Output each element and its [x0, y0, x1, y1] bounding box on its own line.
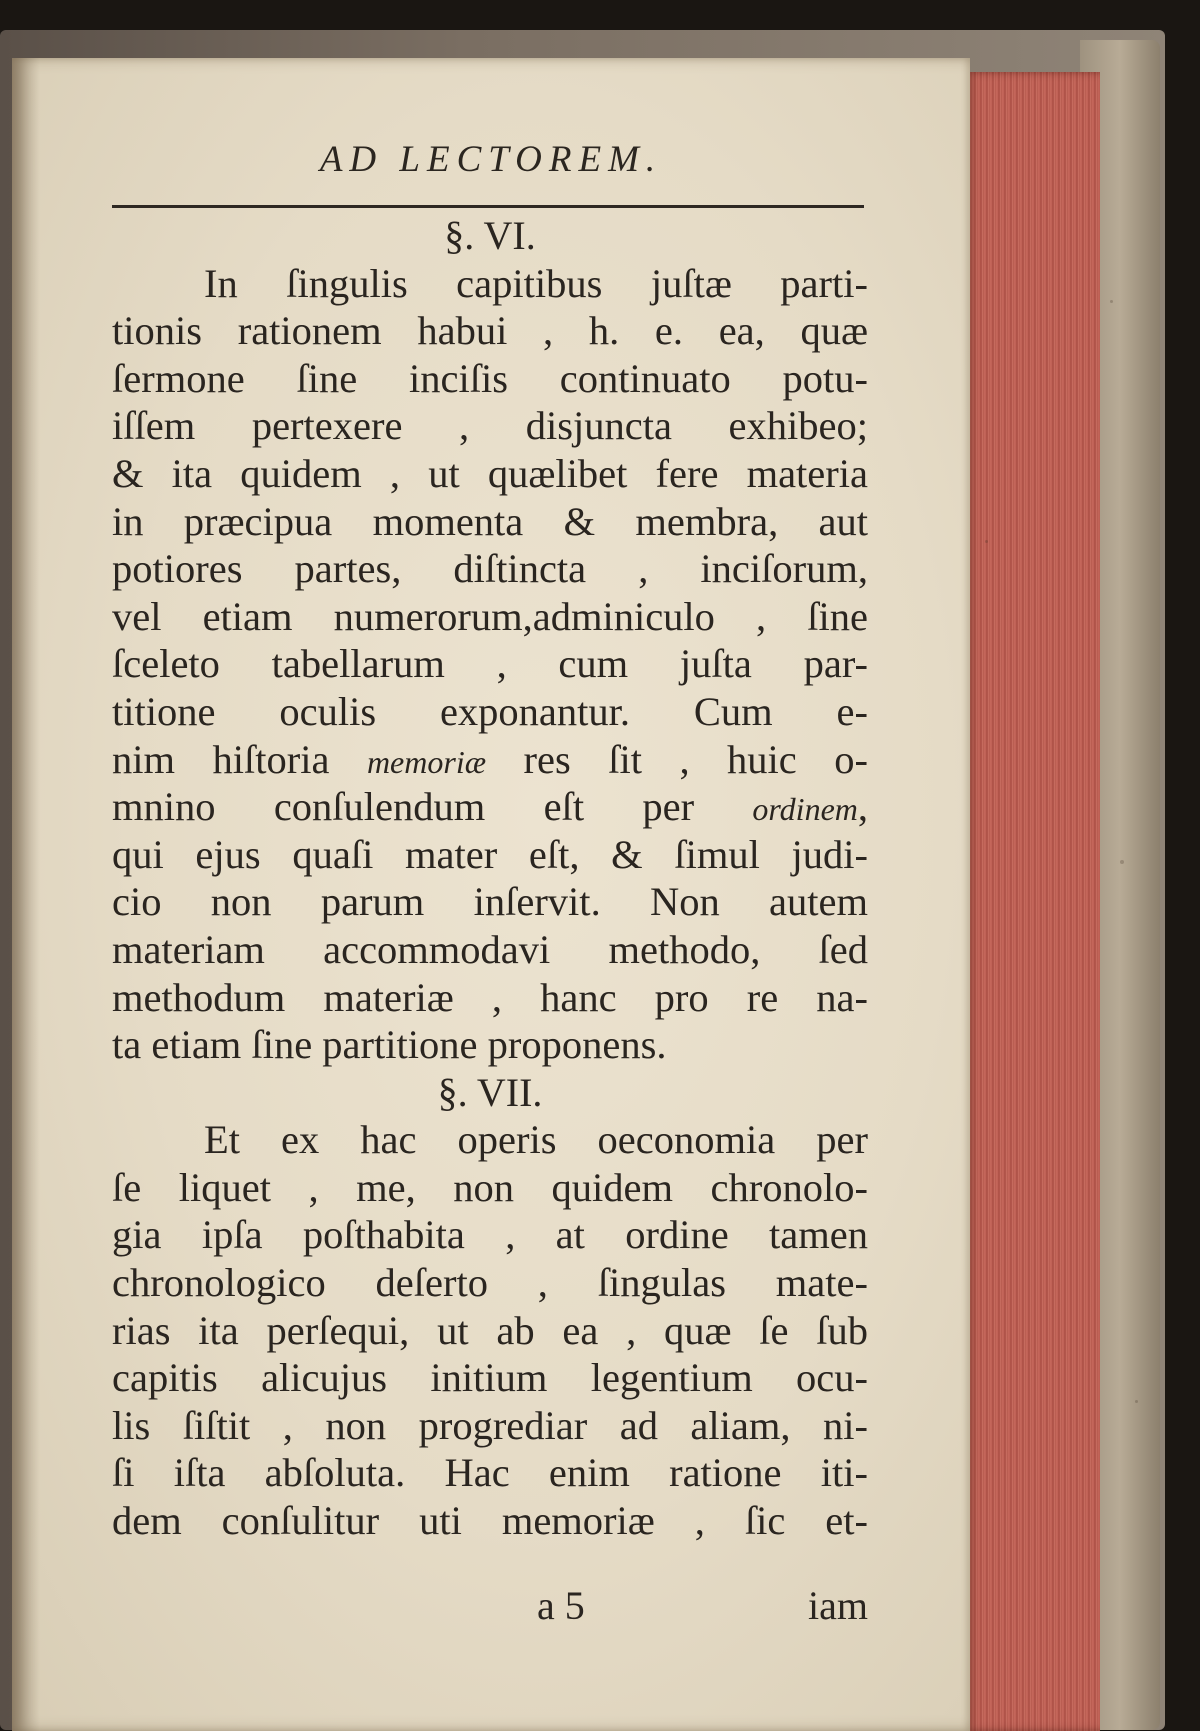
text-line: iſſem pertexere , disjuncta exhibeo;: [112, 403, 868, 449]
text-line: rias ita perſequi, ut ab ea , quæ ſe ſub: [112, 1307, 868, 1353]
running-head: AD LECTOREM.: [319, 139, 663, 180]
text-line: nim hiſtoria memoriæ res ſit , huic o-: [112, 736, 868, 782]
page-footer: [112, 1582, 868, 1630]
text-line: cio non parum inſervit. Non autem: [112, 879, 868, 925]
head-rule: [112, 205, 864, 208]
page-text: [112, 212, 868, 1545]
text-line: materiam accommodavi methodo, ſed: [112, 926, 868, 972]
gutter-shadow: [12, 58, 40, 1731]
speck: [1110, 300, 1113, 303]
section-heading: §. VI.: [444, 213, 536, 258]
text-line: lis ſiſtit , non progrediar ad aliam, ni-: [112, 1402, 868, 1448]
text-line: Et ex hac operis oeconomia per: [204, 1117, 868, 1163]
text-line: capitis alicujus initium legentium ocu-: [112, 1355, 868, 1401]
speck: [1135, 1400, 1138, 1403]
text-line: qui ejus quaſi mater eſt, & ſimul judi-: [112, 831, 868, 877]
text-line: potiores partes, diſtincta , inciſorum,: [112, 546, 868, 592]
catchword: iam: [808, 1583, 868, 1628]
italic-word: ordinem: [752, 791, 858, 828]
italic-word: memoriæ: [366, 743, 487, 780]
text-line: chronologico deſerto , ſingulas mate-: [112, 1260, 868, 1306]
text-line: In ſingulis capitibus juſtæ parti-: [204, 260, 868, 306]
text-line: mnino conſulendum eſt per ordinem,: [112, 784, 868, 830]
speck: [985, 540, 988, 543]
text-line: ſe liquet , me, non quidem chronolo-: [112, 1164, 868, 1210]
text-line: ſceleto tabellarum , cum juſta par-: [112, 641, 868, 687]
text-line: ſermone ſine inciſis continuato potu-: [112, 355, 868, 401]
text-line: in præcipua momenta & membra, aut: [112, 498, 868, 544]
text-line: ta etiam ſine partitione proponens.: [112, 1022, 667, 1068]
text-line: & ita quidem , ut quælibet fere materia: [112, 450, 868, 496]
speck: [1120, 860, 1124, 864]
text-line: dem conſulitur uti memoriæ , ſic et-: [112, 1498, 868, 1544]
section-heading: §. VII.: [437, 1069, 543, 1115]
text-line: tionis rationem habui , h. e. ea, quæ: [112, 308, 868, 354]
text-line: titione oculis exponantur. Cum e-: [112, 688, 868, 734]
red-page-edges: [965, 72, 1100, 1731]
text-line: vel etiam numerorum,adminiculo , ſine: [112, 593, 868, 639]
text-line: methodum materiæ , hanc pro re na-: [112, 974, 868, 1020]
text-line: ſi iſta abſoluta. Hac enim ratione iti-: [112, 1450, 868, 1496]
text-line: gia ipſa poſthabita , at ordine tamen: [112, 1212, 868, 1258]
signature-mark: a 5: [537, 1583, 585, 1628]
